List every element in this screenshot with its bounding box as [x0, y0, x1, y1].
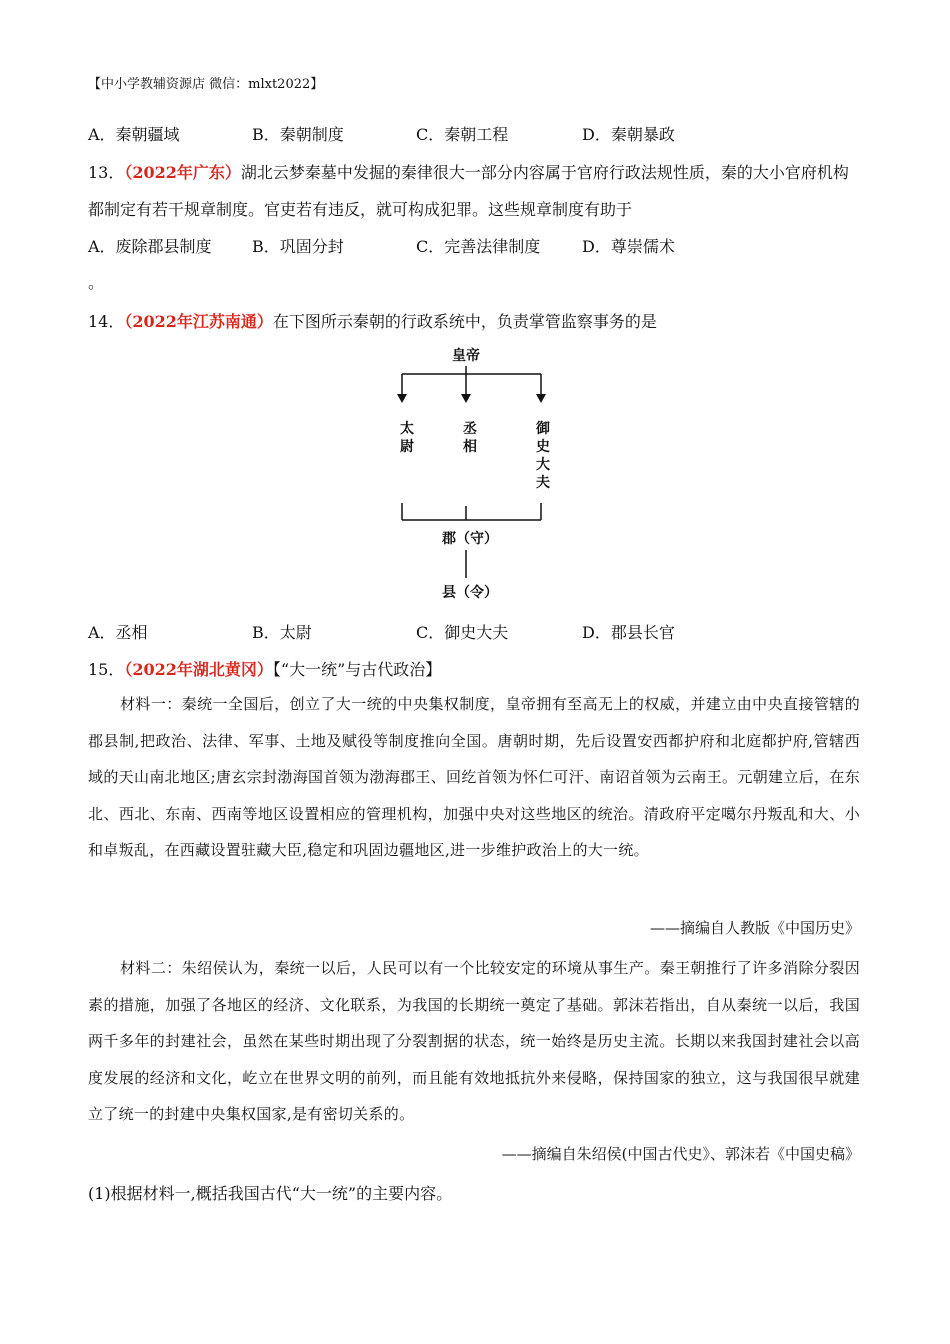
option-d: D．秦朝暴政 [582, 125, 675, 144]
node-yushi-char1: 御 [536, 421, 550, 437]
material-one: 材料一：秦统一全国后，创立了大一统的中央集权制度，皇帝拥有至高无上的权威，并建立由中央直接管辖的郡县制,把政治、法律、军事、土地及赋役等制度推向全国。唐朝时期，先后设置安西都护府和北庭都护府,管辖西域的天山南北地区;唐玄宗封渤海国首领为渤海郡王、回纥首领为怀仁可汗、南诏首领为云南王。元朝建立后，在东北、西北、东南、西南等地区设置相应的管理机构，加强中央对这些地区的统治。清政府平定噶尔丹叛乱和大、小和卓叛乱，在西藏设置驻藏大臣,稳定和巩固边疆地区,进一步维护政治上的大一统。 [88, 695, 860, 859]
option-a: A．秦朝疆域 [88, 125, 180, 144]
option-d: D．尊崇儒术 [582, 237, 675, 256]
node-taiwei-char2: 尉 [400, 439, 414, 455]
question-number: 13． [88, 163, 125, 182]
option-a: A．丞相 [88, 623, 148, 642]
stem-text: 在下图所示秦朝的行政系统中，负责掌管监察事务的是 [272, 312, 657, 331]
node-yushi-char4: 夫 [536, 475, 550, 491]
material-one-source: ——摘编自人教版《中国历史》 [649, 919, 860, 937]
qin-admin-diagram [380, 340, 570, 605]
q15-subquestion-1: (1)根据材料一,概括我国古代“大一统”的主要内容。 [88, 1184, 453, 1203]
node-taiwei-char1: 太 [400, 421, 414, 437]
question-number: 14． [88, 312, 125, 331]
node-jun: 郡（守） [442, 531, 498, 547]
arrow-head [461, 394, 471, 403]
q13-stem-line1 [88, 160, 849, 183]
option-b: B．巩固分封 [252, 237, 344, 256]
q13-trailing-mark: 。 [88, 273, 105, 292]
question-source: （2022年湖北黄冈） [124, 660, 273, 679]
option-a: A．废除郡县制度 [88, 237, 212, 256]
arrow-head [536, 394, 546, 403]
node-xian: 县（令） [442, 585, 498, 601]
node-chengxiang-char1: 丞 [463, 421, 477, 437]
option-c: C．御史大夫 [416, 623, 509, 642]
option-b: B．太尉 [252, 623, 312, 642]
option-c: C．秦朝工程 [416, 125, 509, 144]
q15-heading [88, 657, 441, 680]
node-yushi-char2: 史 [536, 439, 550, 455]
question-number: 15． [88, 660, 125, 679]
node-chengxiang-char2: 相 [463, 439, 477, 455]
header-watermark: 【中小学教辅资源店 微信：mlxt2022】 [88, 77, 324, 92]
question-source: （2022年江苏南通） [124, 312, 273, 331]
q13-stem-line2: 都制定有若干规章制度。官吏若有违反，就可构成犯罪。这些规章制度有助于 [88, 200, 633, 219]
q14-stem [88, 309, 657, 332]
arrow-head [397, 394, 407, 403]
option-b: B．秦朝制度 [252, 125, 344, 144]
material-two: 材料二：朱绍侯认为，秦统一以后，人民可以有一个比较安定的环境从事生产。秦王朝推行了许多消除分裂因素的措施，加强了各地区的经济、文化联系，为我国的长期统一奠定了基础。郭沫若指出，自从秦统一以后，我国两千多年的封建社会，虽然在某些时期出现了分裂割据的状态，统一始终是历史主流。长期以来我国封建社会以高度发展的经济和文化，屹立在世界文明的前列，而且能有效地抵抗外来侵略，保持国家的独立，这与我国很早就建立了统一的封建中央集权国家,是有密切关系的。 [88, 959, 860, 1123]
node-yushi-char3: 大 [536, 457, 550, 473]
node-emperor: 皇帝 [452, 348, 480, 364]
question-title: 【“大一统”与古代政治】 [272, 660, 442, 679]
question-source: （2022年广东） [124, 163, 241, 182]
material-two-source: ——摘编自朱绍侯(中国古代史》、郭沫若《中国史稿》 [501, 1145, 860, 1163]
option-c: C．完善法律制度 [416, 237, 541, 256]
stem-text: 湖北云梦秦墓中发掘的秦律很大一部分内容属于官府行政法规性质，秦的大小官府机构 [240, 163, 849, 182]
option-d: D．郡县长官 [582, 623, 675, 642]
